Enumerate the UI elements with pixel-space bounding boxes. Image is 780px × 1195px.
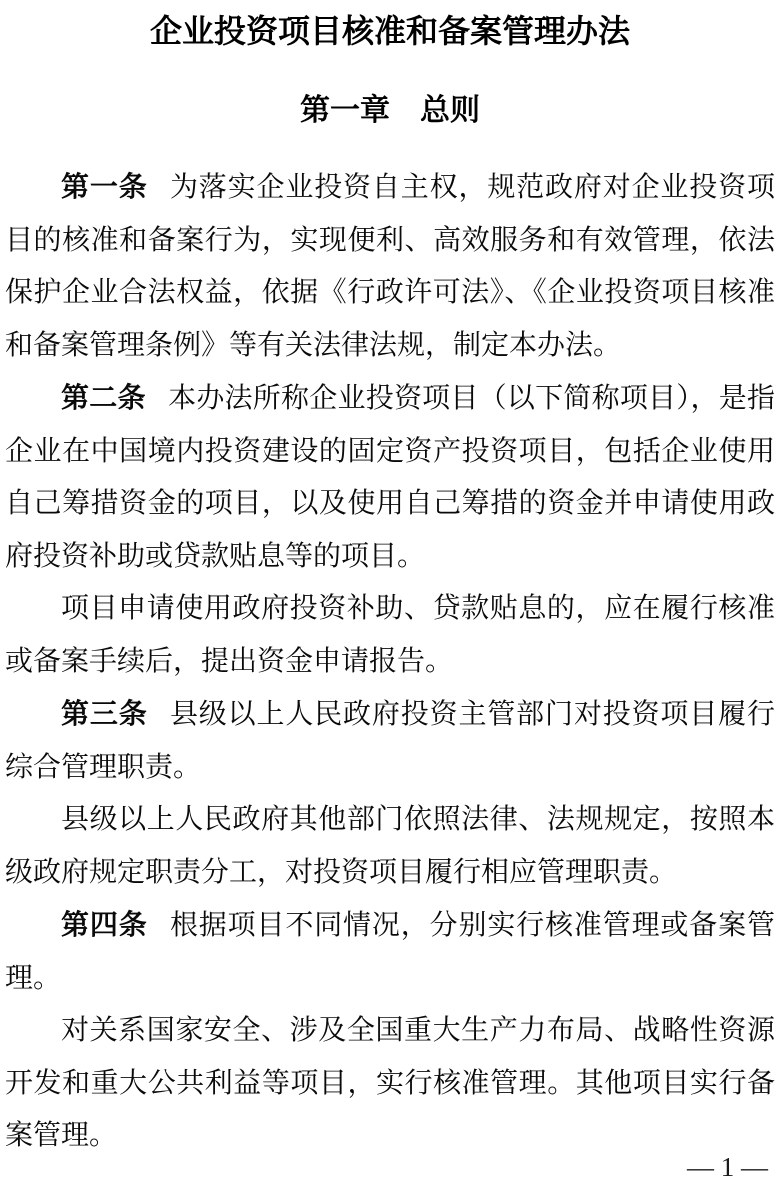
paragraph-article-4 <box>5 899 775 1005</box>
paragraph-article-2 <box>5 372 775 583</box>
paragraph-article-4-cont <box>5 1005 775 1163</box>
document-title: 企业投资项目核准和备案管理办法 <box>149 13 630 49</box>
paragraph-article-2-cont <box>5 583 775 688</box>
paragraph-article-3-cont <box>5 794 775 899</box>
article-label: 第一条 <box>61 171 148 202</box>
paragraph-text: 本办法所称企业投资项目（以下简称项目），是指企业在中国境内投资建设的固定资产投资项目，包括企业使用自己筹措资金的项目，以及使用自己筹措的资金并申请使用政府投资补助或贷款贴息等的项目。 <box>5 383 775 572</box>
paragraph-text: 县级以上人民政府投资主管部门对投资项目履行综合管理职责。 <box>5 699 775 783</box>
paragraph-text: 对关系国家安全、涉及全国重大生产力布局、战略性资源开发和重大公共利益等项目，实行核准管理。其他项目实行备案管理。 <box>5 1015 775 1151</box>
paragraph-article-1 <box>5 161 775 372</box>
article-label: 第四条 <box>61 909 148 940</box>
paragraph-article-3 <box>5 688 775 794</box>
article-label: 第二条 <box>61 382 146 413</box>
chapter-heading: 第一章 总则 <box>300 94 480 127</box>
page-number: — 1 — <box>687 1152 768 1182</box>
document-body <box>0 161 780 1163</box>
paragraph-text: 项目申请使用政府投资补助、贷款贴息的，应在履行核准或备案手续后，提出资金申请报告。 <box>5 593 775 677</box>
article-label: 第三条 <box>61 698 148 729</box>
paragraph-text: 为落实企业投资自主权，规范政府对企业投资项目的核准和备案行为，实现便利、高效服务和有效管理，依法保护企业合法权益，依据《行政许可法》、《企业投资项目核准和备案管理条例》等有关法律法规，制定本办法。 <box>5 172 775 361</box>
paragraph-text: 根据项目不同情况，分别实行核准管理或备案管理。 <box>5 910 775 994</box>
paragraph-text: 县级以上人民政府其他部门依照法律、法规规定，按照本级政府规定职责分工，对投资项目履行相应管理职责。 <box>5 804 775 888</box>
